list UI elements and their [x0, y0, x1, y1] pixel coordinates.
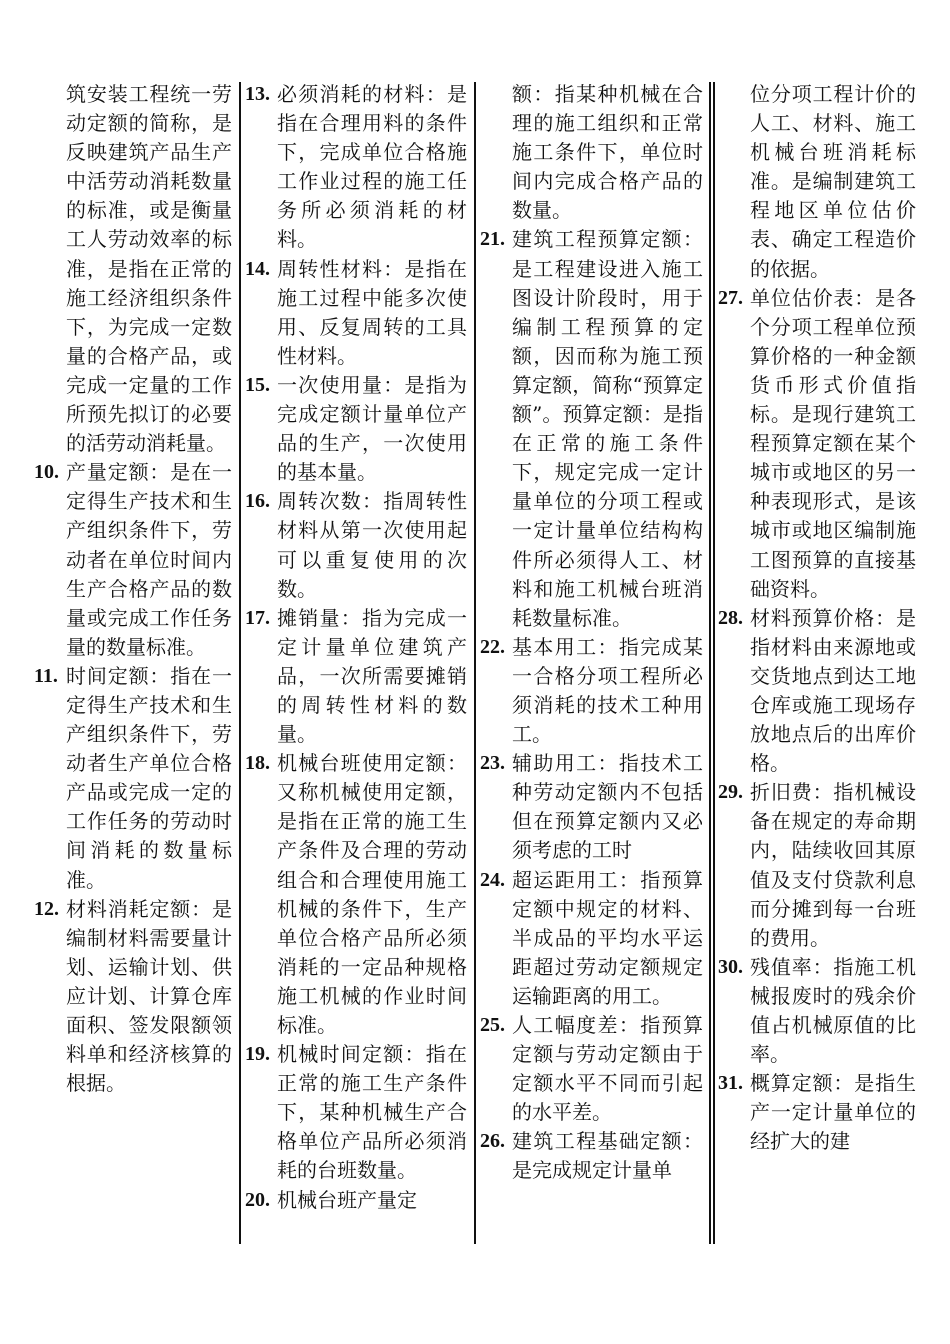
definition-text: 一次使用量：是指为完成定额计量单位产品的生产，一次使用的基本量。: [277, 372, 467, 485]
definition-text: 辅助用工：指技术工种劳动定额内不包括但在预算定额内又必须考虑的工时: [512, 751, 703, 863]
definition-entry: [480, 1011, 703, 1127]
entry-number: 14.: [245, 257, 270, 280]
entry-number: 30.: [718, 955, 743, 978]
text-column-1: [34, 80, 232, 1260]
definition-entry: [718, 778, 916, 953]
entry-number: 28.: [718, 606, 743, 629]
definition-text: 材料预算价格：是指材料由来源地或交货地点到达工地仓库或施工现场存放地点后的出库价格。: [750, 605, 916, 776]
entry-number: 12.: [34, 897, 59, 920]
entry-number: 20.: [245, 1188, 270, 1211]
definition-text: 机械台班使用定额：又称机械使用定额，是指在正常的施工生产条件及合理的劳动组合和合理使用施工机械的条件下，生产单位合格产品所必须消耗的一定品种规格施工机械的作业时间标准。: [277, 751, 467, 1037]
definition-entry: [718, 604, 916, 779]
definition-entry: [245, 371, 467, 487]
definition-text: 摊销量：指为完成一定计量单位建筑产品，一次所需要摊销的周转性材料的数量。: [277, 605, 467, 747]
entry-number: 13.: [245, 83, 270, 105]
entry-number: 22.: [480, 635, 505, 658]
definition-text: 机械时间定额：指在正常的施工生产条件下，某种机械生产合格单位产品所必须消耗的台班数量。: [277, 1042, 467, 1183]
definition-text: 残值率：指施工机械报废时的残余价值占机械原值的比率。: [750, 954, 916, 1067]
definition-text: 超运距用工：指预算定额中规定的材料、半成品的平均水平运距超过劳动定额规定运输距离的用工。: [512, 867, 703, 1008]
column-divider: [713, 82, 715, 1244]
definition-entry: [34, 895, 232, 1099]
entry-number: 27.: [718, 286, 743, 309]
definition-text: 折旧费：指机械设备在规定的寿命期内，陆续收回其原值及支付贷款利息而分摊到每一台班的费用。: [750, 780, 916, 950]
entry-number: 17.: [245, 606, 270, 629]
entry-number: 23.: [480, 752, 505, 775]
entry-number: 10.: [34, 461, 59, 484]
definition-text: 位分项工程计价的人工、材料、施工机械台班消耗标准。是编制建筑工程地区单位估价表、确定工程造价的依据。: [750, 82, 916, 281]
definition-entry: [480, 749, 703, 865]
definition-text: 基本用工：指完成某一合格分项工程所必须消耗的技术工种用工。: [512, 634, 703, 747]
definition-entry: [480, 80, 703, 225]
text-column-3: [480, 80, 703, 1260]
definition-text: 建筑工程预算定额：是工程建设进入施工图设计阶段时，用于编制工程预算的定额，因而称为施工预算定额，简称“预算定额”。预算定额：是指在正常的施工条件下，规定完成一定计量单位的分项工程或一定计量单位结构构件所必须得人工、材料和施工机械台班消耗数量标准。: [512, 227, 703, 630]
entry-number: 11.: [34, 664, 58, 687]
definition-entry: [245, 1186, 467, 1215]
definition-text: 必须消耗的材料：是指在合理用料的条件下，完成单位合格施工作业过程的施工任务所必须消耗的材料。: [277, 82, 467, 252]
definition-entry: [480, 225, 703, 632]
entry-number: 29.: [718, 781, 743, 804]
definition-text: 时间定额：指在一定得生产技术和生产组织条件下，劳动者生产单位合格产品或完成一定的工作任务的劳动时间消耗的数量标准。: [66, 663, 232, 892]
definition-text: 产量定额：是在一定得生产技术和生产组织条件下，劳动者在单位时间内生产合格产品的数量或完成工作任务量的数量标准。: [66, 460, 232, 659]
entry-number: 15.: [245, 373, 270, 396]
definition-text: 人工幅度差：指预算定额与劳动定额由于定额水平不同而引起的水平差。: [512, 1013, 703, 1125]
definition-entry: [34, 458, 232, 662]
definition-text: 概算定额：是指生产一定计量单位的经扩大的建: [750, 1071, 916, 1154]
definition-text: 建筑工程基础定额：是完成规定计量单: [512, 1129, 703, 1183]
definition-entry: [245, 1040, 467, 1185]
entry-number: 19.: [245, 1043, 270, 1066]
definition-entry: [480, 1127, 703, 1185]
column-divider: [474, 82, 476, 1244]
entry-number: 26.: [480, 1130, 505, 1153]
definition-text: 材料消耗定额：是编制材料需要量计划、运输计划、供应计划、计算仓库面积、签发限额领料单和经济核算的根据。: [66, 896, 232, 1096]
definition-entry: [34, 80, 232, 458]
definition-entry: [718, 953, 916, 1069]
definition-text: 筑安装工程统一劳动定额的简称，是反映建筑产品生产中活劳动消耗数量的标准，或是衡量工人劳动效率的标准，是指在正常的施工经济组织条件下，为完成一定数量的合格产品，或完成一定量的工作所预先拟订的必要的活劳动消耗量。: [66, 82, 232, 456]
definition-entry: [245, 604, 467, 749]
text-column-2: [245, 80, 467, 1260]
definition-entry: [718, 284, 916, 604]
definition-text: 周转次数：指周转性材料从第一次使用起可以重复使用的次数。: [277, 489, 467, 601]
definition-entry: [245, 255, 467, 371]
definition-entry: [480, 866, 703, 1011]
definition-entry: [718, 80, 916, 284]
definition-text: 额：指某种机械在合理的施工组织和正常施工条件下，单位时间内完成合格产品的数量。: [512, 82, 703, 223]
entry-number: 21.: [480, 228, 505, 251]
definition-entry: [34, 662, 232, 895]
definition-entry: [480, 633, 703, 749]
definition-text: 机械台班产量定: [277, 1187, 417, 1212]
definition-text: 周转性材料：是指在施工过程中能多次使用、反复周转的工具性材料。: [277, 256, 467, 368]
entry-number: 25.: [480, 1014, 505, 1036]
entry-number: 18.: [245, 752, 270, 775]
column-divider: [239, 82, 241, 1244]
definition-entry: [718, 1069, 916, 1156]
column-divider: [709, 82, 711, 1244]
entry-number: 31.: [718, 1072, 743, 1095]
definition-entry: [245, 80, 467, 255]
entry-number: 16.: [245, 490, 270, 513]
definition-entry: [245, 749, 467, 1040]
text-column-4: [718, 80, 916, 1260]
definition-entry: [245, 487, 467, 603]
entry-number: 24.: [480, 868, 505, 891]
definition-text: 单位估价表：是各个分项工程单位预算价格的一种金额货币形式价值指标。是现行建筑工程预算定额在某个城市或地区的另一种表现形式，是该城市或地区编制施工图预算的直接基础资料。: [750, 285, 916, 601]
